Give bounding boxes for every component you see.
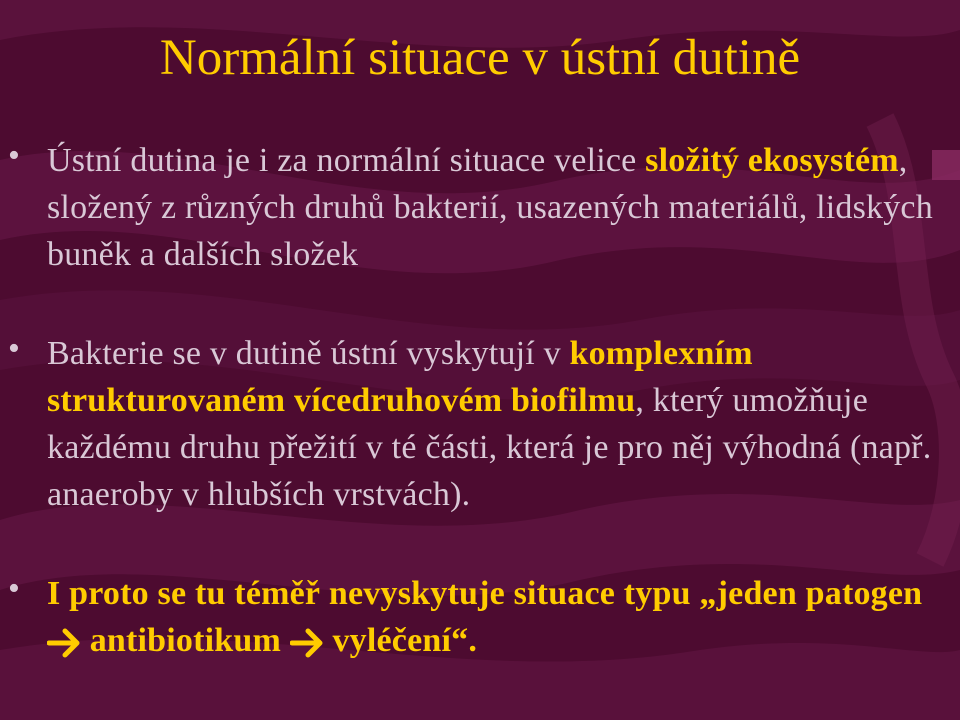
arrow-right-icon bbox=[47, 628, 81, 658]
bullet-text-part: I proto se tu téměř nevyskytuje situace typu „jeden patogen bbox=[47, 575, 923, 612]
arrow-right-icon bbox=[290, 628, 324, 658]
bullet-text bbox=[47, 137, 952, 278]
bullet-text-part: antibiotikum bbox=[81, 622, 290, 659]
bullet-marker: • bbox=[8, 137, 20, 174]
bullet-text-part: vyléčení“. bbox=[323, 622, 478, 659]
bullet-text-part: , složený z různých druhů bakterií, usazených materiálů, lidských buněk a dalších složek bbox=[47, 142, 933, 273]
bullet-text-part: Bakterie se v dutině ústní vyskytují v bbox=[47, 335, 570, 372]
highlight-text: složitý ekosystém bbox=[645, 142, 899, 179]
bullet-marker: • bbox=[8, 330, 20, 367]
bullet-marker: • bbox=[8, 570, 20, 607]
highlight-text: komplexním strukturovaném vícedruhovém biofilmu bbox=[47, 335, 753, 419]
bullet-text-part: Ústní dutina je i za normální situace velice bbox=[47, 142, 646, 179]
bullet-text bbox=[47, 330, 952, 518]
bullet-text bbox=[47, 570, 952, 664]
bullet-text-part: , který umožňuje každému druhu přežití v té části, která je pro něj výhodná (např. anaeroby v hlubších vrstvách). bbox=[47, 382, 932, 513]
slide-title: Normální situace v ústní dutině bbox=[159, 30, 801, 86]
